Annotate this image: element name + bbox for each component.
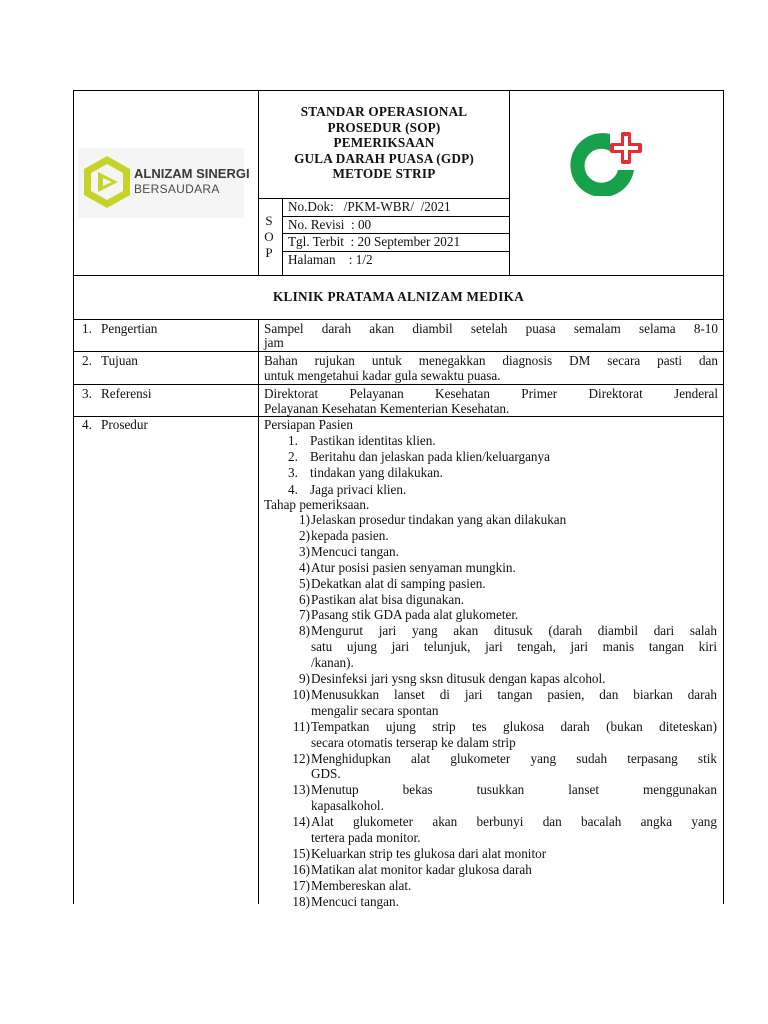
step-text-line: Menutup bekas tusukkan lanset menggunakan <box>311 782 717 798</box>
step-text-line: Mencuci tangan. <box>311 893 399 909</box>
company-logo <box>78 148 250 218</box>
step-number: 4) <box>299 559 310 575</box>
list-item: Jaga privaci klien. <box>310 481 407 497</box>
list-item-number: 4. <box>288 481 298 497</box>
step-text-line: Mengurut jari yang akan ditusuk (darah diambil dari salah <box>311 623 717 639</box>
step-text-line: Tempatkan ujung strip tes glukosa darah (bukan diteteskan) <box>311 718 717 734</box>
clinic-emblem-icon <box>566 126 656 196</box>
section-text-line: untuk mengetahui kadar gula sewaktu puasa. <box>264 368 501 383</box>
section-label: Pengertian <box>101 321 158 336</box>
step-text-line: Menusukkan lanset di jari tangan pasien, dan biarkan darah <box>311 686 717 702</box>
step-text-line: satu ujung jari telunjuk, jari tengah, jari manis tangan kiri <box>311 639 717 655</box>
page-number: Halaman : 1/2 <box>288 252 373 267</box>
step-text-line: kepada pasien. <box>311 527 389 543</box>
step-number: 14) <box>292 814 310 830</box>
step-text-line: Matikan alat monitor kadar glukosa darah <box>311 861 532 877</box>
step-number: 1) <box>299 512 310 527</box>
step-number: 13) <box>292 782 310 798</box>
section-text-line: Pelayanan Kesehatan Kementerian Kesehatan. <box>264 401 510 416</box>
step-number: 15) <box>292 845 310 861</box>
doc-number: No.Dok: /PKM-WBR/ /2021 <box>288 199 451 214</box>
list-item: tindakan yang dilakukan. <box>310 465 443 481</box>
title-line: STANDAR OPERASIONAL <box>300 104 468 119</box>
step-number: 12) <box>292 750 310 766</box>
step-number: 7) <box>299 607 310 623</box>
step-number: 9) <box>299 671 310 686</box>
section-number: 3. <box>82 386 92 401</box>
step-text-line: Dekatkan alat di samping pasien. <box>311 575 486 591</box>
step-text-line: Keluarkan strip tes glukosa dari alat monitor <box>311 845 547 861</box>
list-item-number: 1. <box>288 433 298 448</box>
title-line: PROSEDUR (SOP) <box>327 119 441 135</box>
sop-letter: S <box>265 213 273 228</box>
step-text-line: Pastikan alat bisa digunakan. <box>311 591 465 607</box>
list-item: Pastikan identitas klien. <box>310 433 436 448</box>
sop-letter: P <box>265 245 273 260</box>
section-text-line: Sampel darah akan diambil setelah puasa semalam selama 8-10 <box>264 321 718 336</box>
step-number: 6) <box>299 591 310 607</box>
section-label: Referensi <box>101 386 152 401</box>
sop-letter: O <box>264 229 274 244</box>
step-number: 17) <box>292 877 310 893</box>
step-text-line: Mencuci tangan. <box>311 543 399 559</box>
step-number: 5) <box>299 575 310 591</box>
company-name-line2: BERSAUDARA <box>134 182 220 196</box>
step-number: 18) <box>292 893 310 909</box>
section-text-line: jam <box>264 335 284 350</box>
tahap-title: Tahap pemeriksaan. <box>264 497 370 512</box>
company-name-line1: ALNIZAM SINERGI <box>134 166 250 181</box>
step-text-line: Atur posisi pasien senyaman mungkin. <box>311 559 516 575</box>
step-text-line: mengalir secara spontan <box>311 702 439 718</box>
step-number: 8) <box>299 623 310 639</box>
clinic-name: KLINIK PRATAMA ALNIZAM MEDIKA <box>272 289 525 304</box>
section-label: Prosedur <box>101 417 148 432</box>
revision-number: No. Revisi : 00 <box>288 217 372 232</box>
step-number: 2) <box>299 527 310 543</box>
step-text-line: Alat glukometer akan berbunyi dan bacalah angka yang <box>311 814 717 830</box>
step-text-line: Desinfeksi jari ysng sksn ditusuk dengan kapas alcohol. <box>311 671 606 686</box>
step-text-line: GDS. <box>311 766 341 782</box>
title-line: PEMERIKSAAN <box>333 135 435 150</box>
step-text-line: Membereskan alat. <box>311 877 412 893</box>
step-text-line: secara otomatis terserap ke dalam strip <box>311 734 516 750</box>
list-item-number: 3. <box>288 465 298 481</box>
step-number: 11) <box>292 718 310 734</box>
step-text-line: Pasang stik GDA pada alat glukometer. <box>311 607 519 623</box>
step-text-line: tertera pada monitor. <box>311 830 421 845</box>
title-line: METODE STRIP <box>332 166 436 181</box>
section-number: 1. <box>82 321 92 336</box>
title-line: GULA DARAH PUASA (GDP) <box>294 150 474 166</box>
step-text-line: Menghidupkan alat glukometer yang sudah terpasang stik <box>311 750 717 766</box>
list-item: Beritahu dan jelaskan pada klien/keluarganya <box>310 449 550 465</box>
section-number: 4. <box>82 417 92 432</box>
logo-mark-icon <box>82 154 132 210</box>
section-label: Tujuan <box>101 353 138 368</box>
list-item-number: 2. <box>288 449 298 465</box>
step-number: 3) <box>299 543 310 559</box>
section-text-line: Bahan rujukan untuk menegakkan diagnosis DM secara pasti dan <box>264 353 718 368</box>
persiapan-title: Persiapan Pasien <box>264 417 353 432</box>
step-number: 16) <box>292 861 310 877</box>
step-text-line: kapasalkohol. <box>311 798 384 814</box>
issue-date: Tgl. Terbit : 20 September 2021 <box>288 234 461 249</box>
section-text-line: Direktorat Pelayanan Kesehatan Primer Direktorat Jenderal <box>264 386 718 401</box>
section-number: 2. <box>82 353 92 368</box>
step-number: 10) <box>292 686 310 702</box>
step-text-line: Jelaskan prosedur tindakan yang akan dilakukan <box>311 512 567 527</box>
sop-title <box>259 104 509 182</box>
step-text-line: /kanan). <box>311 655 354 671</box>
